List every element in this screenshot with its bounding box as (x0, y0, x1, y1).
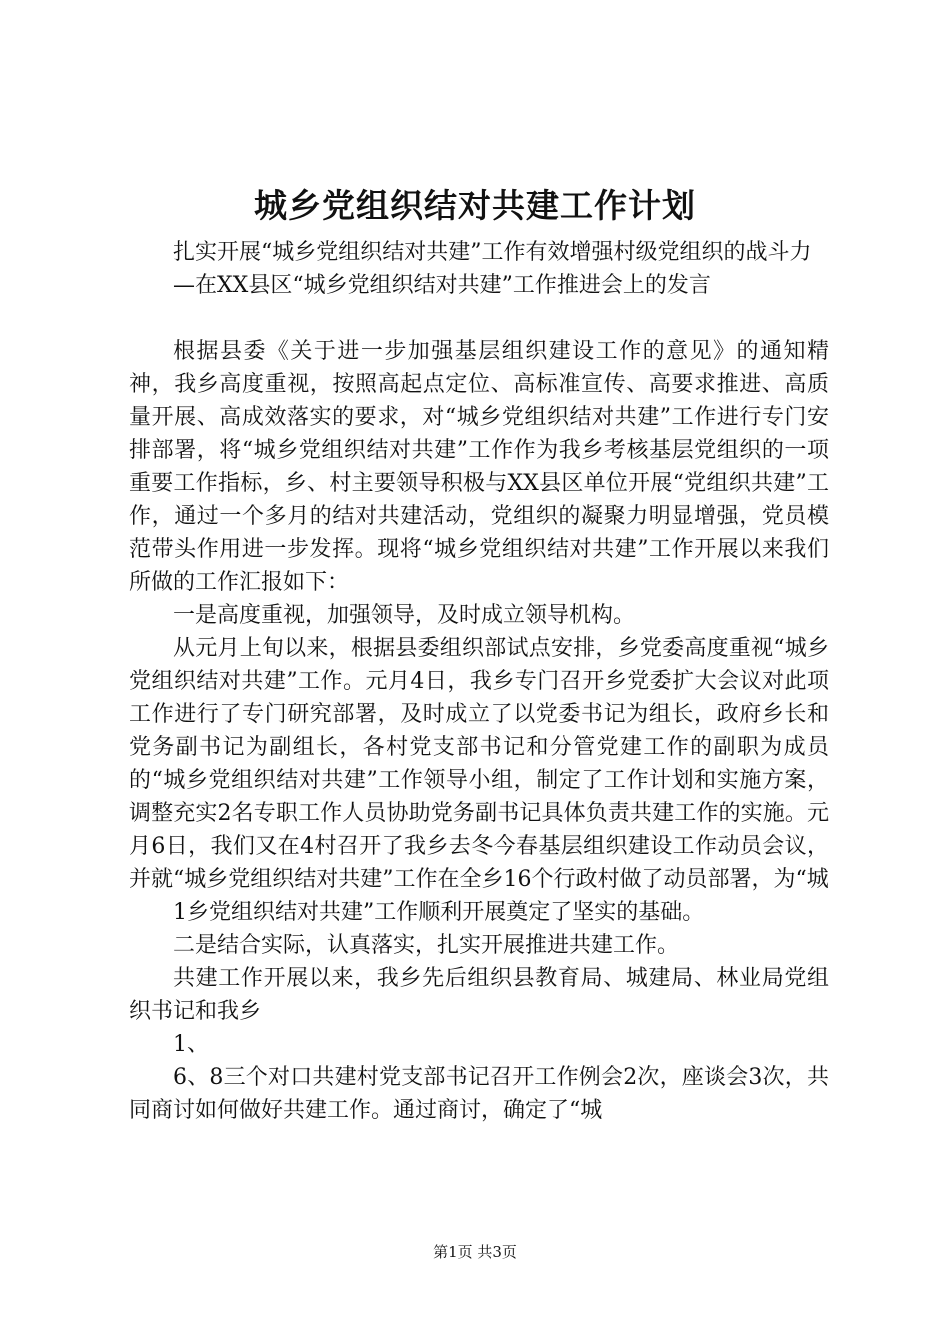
paragraph-intro: 根据县委《关于进一步加强基层组织建设工作的意见》的通知精神，我乡高度重视，按照高起点定位、高标准宣传、高要求推进、高质量开展、高成效落实的要求，对“城乡党组织结对共建”工作进行专门安排部署，将“城乡党组织结对共建”工作作为我乡考核基层党组织的一项重要工作指标，乡、村主要领导积极与XX县区单位开展“党组织共建”工作，通过一个多月的结对共建活动，党组织的凝聚力明显增强，党员模范带头作用进一步发挥。现将“城乡党组织结对共建”工作开展以来我们所做的工作汇报如下： (129, 339, 829, 595)
document-body (129, 236, 829, 1127)
paragraph-heading-two: 二是结合实际，认真落实，扎实开展推进共建工作。 (173, 933, 680, 958)
paragraph-leadership: 从元月上旬以来，根据县委组织部试点安排，乡党委高度重视“城乡党组织结对共建”工作。元月4日，我乡专门召开乡党委扩大会议对此项工作进行了专门研究部署，及时成立了以党委书记为组长，政府乡长和党务副书记为副组长，各村党支部书记和分管党建工作的副职为成员的“城乡党组织结对共建”工作领导小组，制定了工作计划和实施方案，调整充实2名专职工作人员协助党务副书记具体负责共建工作的实施。元月6日，我们又在4村召开了我乡去冬今春基层组织建设工作动员会议，并就“城乡党组织结对共建”工作在全乡16个行政村做了动员部署，为“城 (129, 636, 829, 892)
page-footer: 第1页 共3页 (433, 1243, 517, 1261)
document-title: 城乡党组织结对共建工作计划 (254, 186, 696, 225)
paragraph-heading-one: 一是高度重视，加强领导，及时成立领导机构。 (173, 603, 636, 628)
document-subtitle: 扎实开展“城乡党组织结对共建”工作有效增强村级党组织的战斗力 (173, 240, 812, 265)
paragraph-meetings: 6、8三个对口共建村党支部书记召开工作例会2次，座谈会3次，共同商讨如何做好共建工作。通过商讨，确定了“城 (129, 1065, 829, 1123)
blank-line (129, 302, 829, 335)
paragraph-organize: 共建工作开展以来，我乡先后组织县教育局、城建局、林业局党组织书记和我乡 (129, 966, 829, 1024)
document-byline: —在XX县区“城乡党组织结对共建”工作推进会上的发言 (173, 273, 711, 298)
paragraph-fragment: 1、 (173, 1032, 209, 1057)
paragraph-foundation: 1乡党组织结对共建”工作顺利开展奠定了坚实的基础。 (173, 900, 705, 925)
